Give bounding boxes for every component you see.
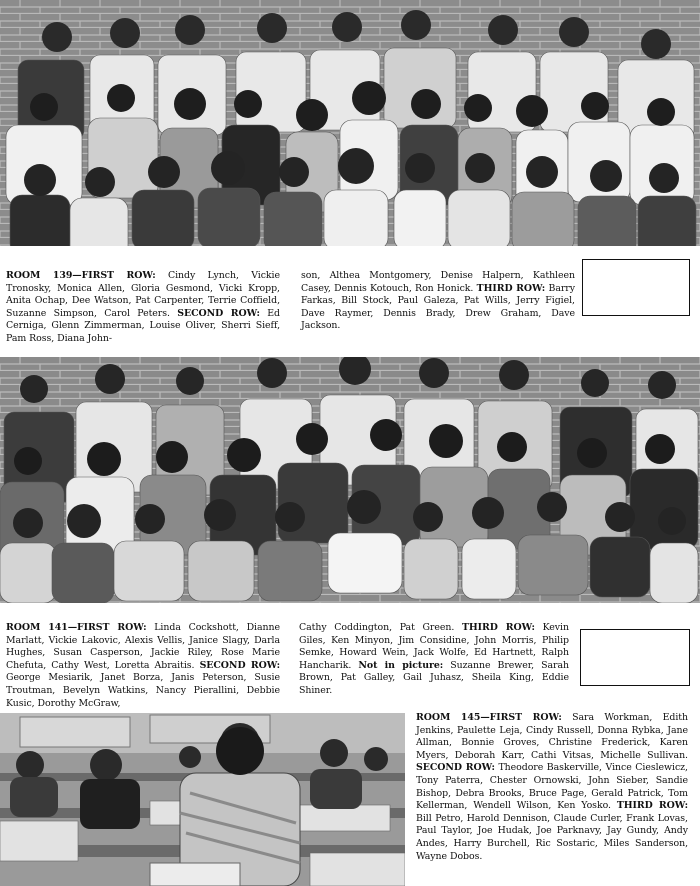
room-145-caption (416, 712, 688, 863)
room-141-photo-box (580, 629, 690, 686)
room-139-first-row: Cindy Lynch, Vickie Tronosky, Monica Allen, Gloria Gesmond, Vicki Kropp, Anita Ochap, Dee Watson, Pat Carpenter, Terrie Coffield, Suzanne Simpson, Carol Peters. (6, 270, 280, 319)
room-145-first-row: Sara Workman, Edith Jenkins, Paulette Leja, Cindy Russell, Donna Rybka, Jane Allman, Bonnie Groves, Christine Frederick, Karen Myers, Deborah Karr, Cathi Vitsas, Michelle Sullivan. (416, 712, 689, 761)
room-141-group-photo (0, 357, 700, 603)
room-139-caption-right (301, 270, 575, 333)
room-141-second-row-a: George Mesiarik, Janet Borza, Janis Peterson, Susie Troutman, Bevelyn Watkins, Nancy Pierallini, Debbie Kusic, Dorothy McGraw, (6, 672, 280, 709)
room-145-third-row-label: THIRD ROW: (616, 800, 688, 812)
room-145-label: ROOM 145—FIRST ROW: (416, 712, 562, 723)
room-139-third-row: Barry Farkas, Bill Stock, Paul Galeza, Pat Wills, Jerry Figiel, Dave Raymer, Dennis Brady, Drew Graham, Dave Jackson. (301, 282, 575, 332)
room-141-second-row-b: Cathy Coddington, Pat Green. (299, 622, 455, 633)
room-145-second-row: Theodore Baskerville, Vince Cieslewicz, Tony Paterra, Chester Ornowski, John Sieber, Sandie Bishop, Debra Brooks, Bruce Page, Gerald Patrick, Tom Kellerman, Wendell Wilson, Ken Yosko. (416, 762, 688, 812)
room-139-group-photo (0, 0, 700, 246)
room-141-caption-left (6, 622, 280, 710)
room-139-second-row-b: son, Althea Montgomery, Denise Halpern, Kathleen Casey, Dennis Kotouch, Ron Honick. (301, 270, 575, 294)
room-141-third-row: Kevin Giles, Ken Minyon, Jim Considine, John Morris, Philip Semke, Howard Wein, Jack Wolfe, Ed Hartnett, Ralph Hancharik. (299, 622, 569, 671)
room-139-third-row-label: THIRD ROW: (476, 282, 546, 294)
room-139-second-row-label: SECOND ROW: (177, 307, 260, 319)
room-139-second-row-a: Ed Cerniga, Glenn Zimmerman, Louise Oliver, Sherri Sieff, Pam Ross, Diana John- (6, 307, 280, 344)
room-141-not-in-picture: Suzanne Brewer, Sarah Brown, Pat Galley, Gail Juhasz, Sheila King, Eddie Shiner. (299, 659, 569, 696)
room-145-second-row-label: SECOND ROW: (416, 762, 495, 774)
room-139-photo-box (582, 259, 690, 316)
room-145-classroom-photo (0, 713, 405, 886)
room-141-third-row-label: THIRD ROW: (461, 622, 535, 633)
room-141-second-row-label: SECOND ROW: (199, 659, 280, 671)
room-141-caption-right (299, 622, 569, 698)
room-145-third-row: Bill Petro, Harold Dennison, Claude Curler, Frank Lovas, Paul Taylor, Joe Hudak, Joe Parknavy, Jay Gundy, Andy Andes, Harry Burchell, Ric Sostaric, Miles Sanderson, Wayne Dobos. (416, 812, 688, 862)
room-141-not-in-picture-label: Not in picture: (358, 659, 444, 671)
room-141-first-row: Linda Cockshott, Dianne Marlatt, Vickie Lakovic, Alexis Vellis, Janice Slagy, Darla Hughes, Susan Casperson, Jackie Riley, Rose Marie Chefuta, Cathy West, Loretta Abraitis. (6, 622, 280, 671)
room-141-label: ROOM 141—FIRST ROW: (6, 622, 147, 633)
room-139-caption-left (6, 270, 280, 346)
room-139-label: ROOM 139—FIRST ROW: (6, 270, 156, 281)
